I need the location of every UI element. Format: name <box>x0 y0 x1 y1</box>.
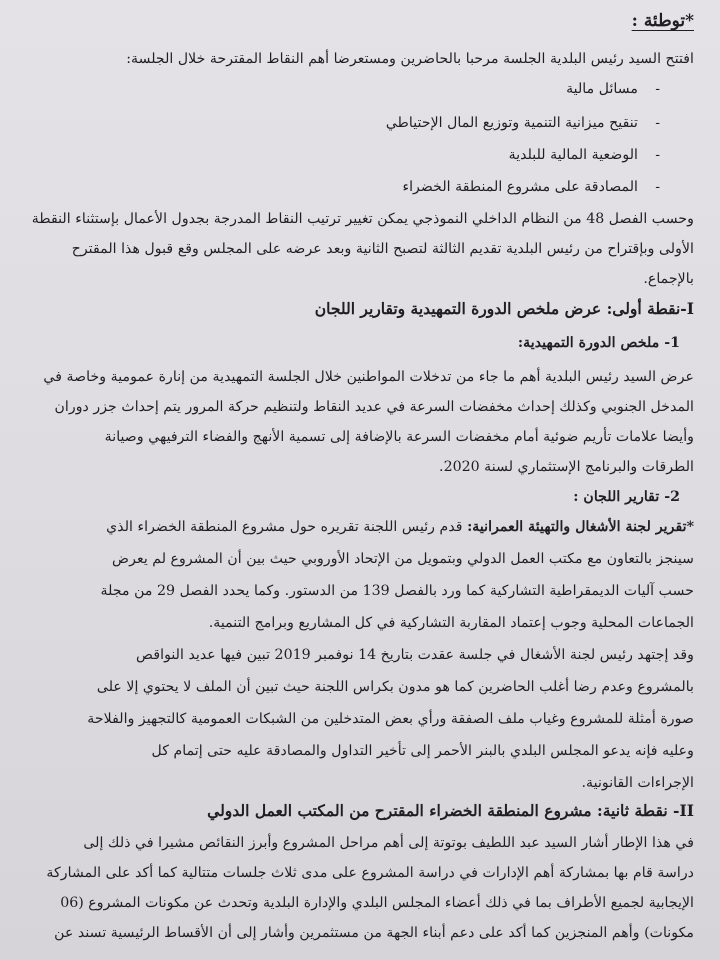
summary-line: عرض السيد رئيس البلدية أهم ما جاء من تدخلات المواطنين خلال الجلسة التمهيدية من إنارة عمومية وخاصة في <box>43 369 694 385</box>
committee-line: وقد إجتهد رئيس لجنة الأشغال في جلسة عقدت بتاريخ 14 نوفمبر 2019 تبين فيها عديد النواقص <box>135 647 694 663</box>
agenda-item: - تنقيح ميزانية التنمية وتوزيع المال الإحتياطي <box>12 110 660 136</box>
agenda-item: - مسائل مالية <box>12 76 660 102</box>
intro-paragraph-line: وحسب الفصل 48 من النظام الداخلي النموذجي يمكن تغيير ترتيب النقاط المدرجة بجدول الأعمال بإستثناء النقطة <box>31 211 694 227</box>
point2-heading: II- نقطة ثانية: مشروع المنطقة الخضراء المقترح من المكتب العمل الدولي <box>207 801 694 820</box>
summary-line: وأيضا علامات تأريم ضوئية أمام مخفضات السرعة بالإضافة إلى تسمية الأنهج والفضاء الترفيهي وصيانة <box>104 429 694 445</box>
committee-line: الإجراءات القانونية. <box>581 775 694 791</box>
committee-line: صورة أمثلة للمشروع وغياب ملف الصفقة ورأي بعض المتدخلين من الشبكات العمومية كالتجهيز والفلاحة <box>87 711 694 727</box>
intro-paragraph-line: بالإجماع. <box>643 271 694 287</box>
point2-line: مكونات) وأهم المنجزين كما أكد على دعم أبناء الجهة من مستثمرين وأشار إلى أن الأقساط الرئيسية تسند عن <box>54 925 694 941</box>
summary-line: الطرقات والبرنامج الإستثماري لسنة 2020. <box>439 459 694 475</box>
point1-heading: I-نقطة أولى: عرض ملخص الدورة التمهيدية وتقارير اللجان <box>314 299 694 318</box>
committee-line: حسب آليات الديمقراطية التشاركية كما ورد بالفصل 139 من الدستور. وكما يحدد الفصل 29 من مجلة <box>100 583 694 599</box>
point2-line: في هذا الإطار أشار السيد عبد اللطيف بوتوتة إلى أهم مراحل المشروع وأبرز النقائص مشيرا في ذلك إلى <box>83 835 694 851</box>
committee-label: *تقرير لجنة الأشغال والتهيئة العمرانية: <box>467 519 694 535</box>
point1-sub2-heading: 2- تقارير اللجان : <box>573 489 680 505</box>
committee-first-line <box>12 514 694 540</box>
committee-line: الجماعات المحلية وجوب إعتماد المقاربة التشاركية في كل المشاريع وبرامج التنمية. <box>208 615 694 631</box>
committee-line: بالمشروع وعدم رضا أغلب الحاضرين كما هو مدون بكراس اللجنة حيث تبين أن الملف لا يحتوي إلا على <box>96 679 694 695</box>
intro-paragraph-line: الأولى وبإقتراح من رئيس البلدية تقديم الثالثة لتصبح الثانية وبعد عرضه على المجلس وقع قبول هذا المقترح <box>71 241 694 257</box>
committee-line: سينجز بالتعاون مع مكتب العمل الدولي وبتمويل من الإتحاد الأوروبي حيث بين أن المشروع لم يعرض <box>112 551 694 567</box>
point2-line: الإيجابية لجميع الأطراف بما في ذلك أعضاء المجلس البلدي والإدارة البلدية وتحدث عن مكونات المشروع (06 <box>60 895 694 911</box>
intro-opening: افتتح السيد رئيس البلدية الجلسة مرحبا بالحاضرين ومستعرضا أهم النقاط المقترحة خلال الجلسة: <box>126 51 694 67</box>
agenda-item: - الوضعية المالية للبلدية <box>12 142 660 168</box>
point2-line: دراسة قام بها بمشاركة أهم الإدارات في دراسة المشروع على مدى ثلاث جلسات متتالية كما أكد على المشاركة <box>46 865 694 881</box>
committee-line: وعليه فإنه يدعو المجلس البلدي بالبنر الأحمر إلى تأخير التداول والمصادقة عليه حتى إتمام كل <box>151 743 694 759</box>
point1-sub1-heading: 1- ملخص الدورة التمهيدية: <box>517 335 680 351</box>
committee-first-line-text: قدم رئيس اللجنة تقريره حول مشروع المنطقة الخضراء الذي <box>106 519 468 535</box>
intro-heading: *توطئة : <box>631 11 694 31</box>
summary-line: المدخل الجنوبي وكذلك إحداث مخفضات السرعة في عديد النقاط ولتنظيم حركة المرور يتم إحداث جزر دوران <box>54 399 694 415</box>
agenda-item: - المصادقة على مشروع المنطقة الخضراء <box>12 174 660 200</box>
